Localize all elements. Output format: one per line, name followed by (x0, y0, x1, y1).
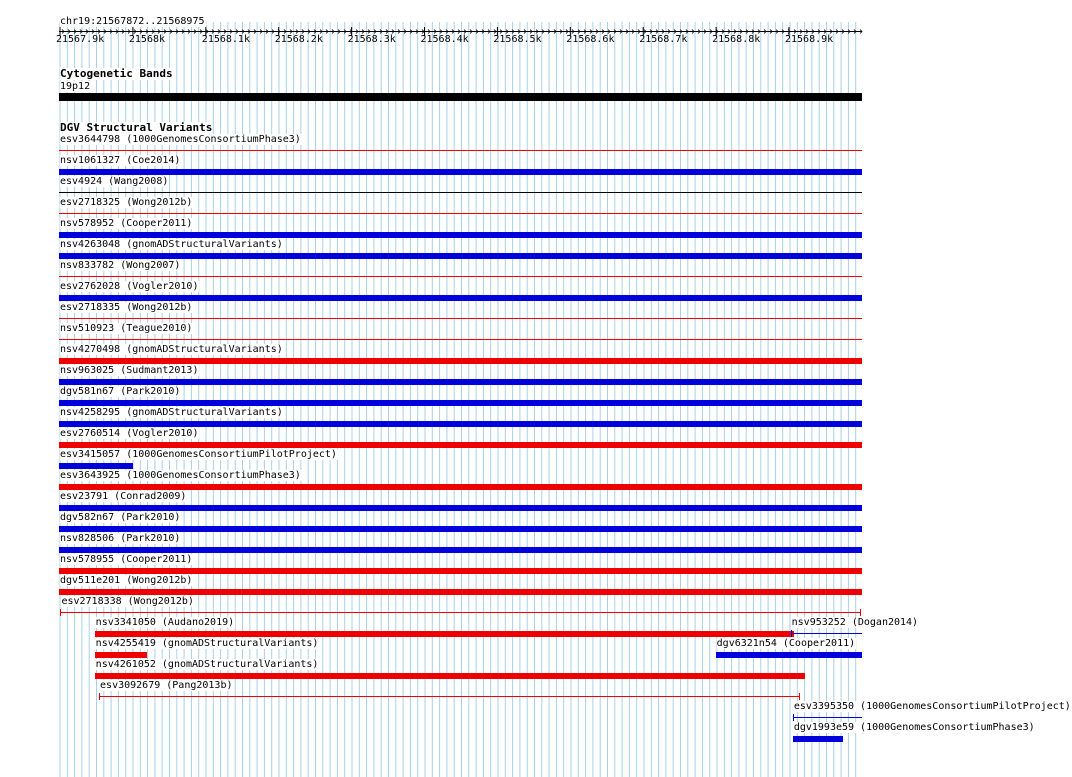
location-label: chr19:21567872..21568975 (60, 16, 205, 27)
feature-label[interactable]: dgv6321n54 (Cooper2011) (716, 638, 856, 649)
feature-glyph[interactable] (59, 232, 862, 238)
feature-glyph[interactable] (59, 400, 862, 406)
feature-label[interactable]: nsv4261052 (gnomADStructuralVariants) (95, 659, 319, 670)
feature-glyph[interactable] (59, 213, 862, 214)
cytoband-bar[interactable] (59, 93, 862, 101)
feature-glyph[interactable] (59, 484, 862, 490)
feature-glyph[interactable] (59, 318, 862, 319)
feature-label[interactable]: nsv963025 (Sudmant2013) (60, 365, 199, 376)
feature-glyph[interactable] (59, 547, 862, 553)
feature-glyph[interactable] (59, 339, 862, 340)
feature-glyph[interactable] (59, 526, 862, 532)
ruler-tick-label: 21568.5k (493, 34, 542, 45)
cytoband-label: 19p12 (60, 81, 91, 92)
feature-label[interactable]: esv2760514 (Vogler2010) (60, 428, 199, 439)
ruler-tick-label: 21568.6k (566, 34, 615, 45)
feature-end-tick (793, 714, 794, 721)
ruler-tick-label: 21568.2k (274, 34, 323, 45)
feature-label[interactable]: esv3092679 (Pang2013b) (100, 680, 233, 691)
feature-glyph[interactable] (59, 276, 862, 277)
feature-end-tick (791, 630, 792, 637)
ruler-tick-label: 21568.3k (347, 34, 396, 45)
feature-glyph[interactable] (59, 379, 862, 385)
feature-label[interactable]: esv2762028 (Vogler2010) (60, 281, 199, 292)
feature-glyph[interactable] (716, 652, 862, 658)
feature-glyph[interactable] (95, 652, 147, 658)
feature-glyph[interactable] (793, 717, 862, 718)
ruler-tick-label: 21568k (128, 34, 166, 45)
feature-glyph[interactable] (59, 442, 862, 448)
track-name-dgv: DGV Structural Variants (60, 121, 213, 134)
feature-label[interactable]: nsv3341050 (Audano2019) (95, 617, 235, 628)
feature-glyph[interactable] (59, 169, 862, 175)
ruler-tick-label: 21568.1k (201, 34, 250, 45)
feature-label[interactable]: esv23791 (Conrad2009) (60, 491, 187, 502)
ruler-tick-label: 21567.9k (56, 34, 105, 45)
feature-end-tick (99, 693, 100, 700)
feature-label[interactable]: nsv578955 (Cooper2011) (60, 554, 193, 565)
ruler-tick-label: 21568.4k (420, 34, 469, 45)
feature-label[interactable]: dgv511e201 (Wong2012b) (60, 575, 193, 586)
track-name-cytoband: Cytogenetic Bands (60, 67, 173, 80)
feature-label[interactable]: nsv510923 (Teague2010) (60, 323, 193, 334)
feature-label[interactable]: esv3644798 (1000GenomesConsortiumPhase3) (60, 134, 301, 145)
feature-label[interactable]: nsv4255419 (gnomADStructuralVariants) (95, 638, 319, 649)
feature-label[interactable]: dgv582n67 (Park2010) (60, 512, 181, 523)
feature-glyph[interactable] (59, 421, 862, 427)
feature-glyph[interactable] (95, 631, 795, 637)
feature-label[interactable]: esv3415057 (1000GenomesConsortiumPilotProject) (60, 449, 337, 460)
feature-label[interactable]: nsv833782 (Wong2007) (60, 260, 181, 271)
feature-glyph[interactable] (59, 192, 862, 193)
ruler-tick-label: 21568.8k (712, 34, 761, 45)
feature-glyph[interactable] (793, 736, 843, 742)
feature-label[interactable]: esv2718335 (Wong2012b) (60, 302, 193, 313)
feature-glyph[interactable] (59, 358, 862, 364)
feature-end-tick (799, 693, 800, 700)
feature-label[interactable]: dgv1993e59 (1000GenomesConsortiumPhase3) (793, 722, 1035, 733)
ruler-tick-label: 21568.9k (785, 34, 834, 45)
feature-label[interactable]: nsv578952 (Cooper2011) (60, 218, 193, 229)
feature-glyph[interactable] (59, 150, 862, 151)
feature-label[interactable]: nsv1061327 (Coe2014) (60, 155, 181, 166)
feature-glyph[interactable] (60, 612, 860, 613)
feature-label[interactable]: esv3643925 (1000GenomesConsortiumPhase3) (60, 470, 301, 481)
feature-glyph[interactable] (791, 633, 862, 634)
feature-glyph[interactable] (95, 673, 806, 679)
ruler-tick-label: 21568.7k (639, 34, 688, 45)
feature-label[interactable]: dgv581n67 (Park2010) (60, 386, 181, 397)
feature-glyph[interactable] (59, 505, 862, 511)
feature-label[interactable]: nsv4263048 (gnomADStructuralVariants) (60, 239, 283, 250)
feature-end-tick (60, 609, 61, 616)
feature-glyph[interactable] (59, 589, 862, 595)
feature-glyph[interactable] (59, 253, 862, 259)
feature-end-tick (860, 609, 861, 616)
ruler-scale (0, 0, 890, 60)
feature-label[interactable]: nsv4258295 (gnomADStructuralVariants) (60, 407, 283, 418)
feature-label[interactable]: nsv828506 (Park2010) (60, 533, 181, 544)
feature-label[interactable]: nsv953252 (Dogan2014) (791, 617, 919, 628)
feature-glyph[interactable] (59, 295, 862, 301)
feature-label[interactable]: esv2718338 (Wong2012b) (61, 596, 194, 607)
feature-label[interactable]: esv4924 (Wang2008) (60, 176, 169, 187)
feature-glyph[interactable] (99, 696, 800, 697)
feature-glyph[interactable] (59, 463, 133, 469)
feature-label[interactable]: nsv4270498 (gnomADStructuralVariants) (60, 344, 283, 355)
feature-glyph[interactable] (59, 568, 862, 574)
feature-label[interactable]: esv2718325 (Wong2012b) (60, 197, 193, 208)
feature-label[interactable]: esv3395350 (1000GenomesConsortiumPilotProject) (793, 701, 1071, 712)
